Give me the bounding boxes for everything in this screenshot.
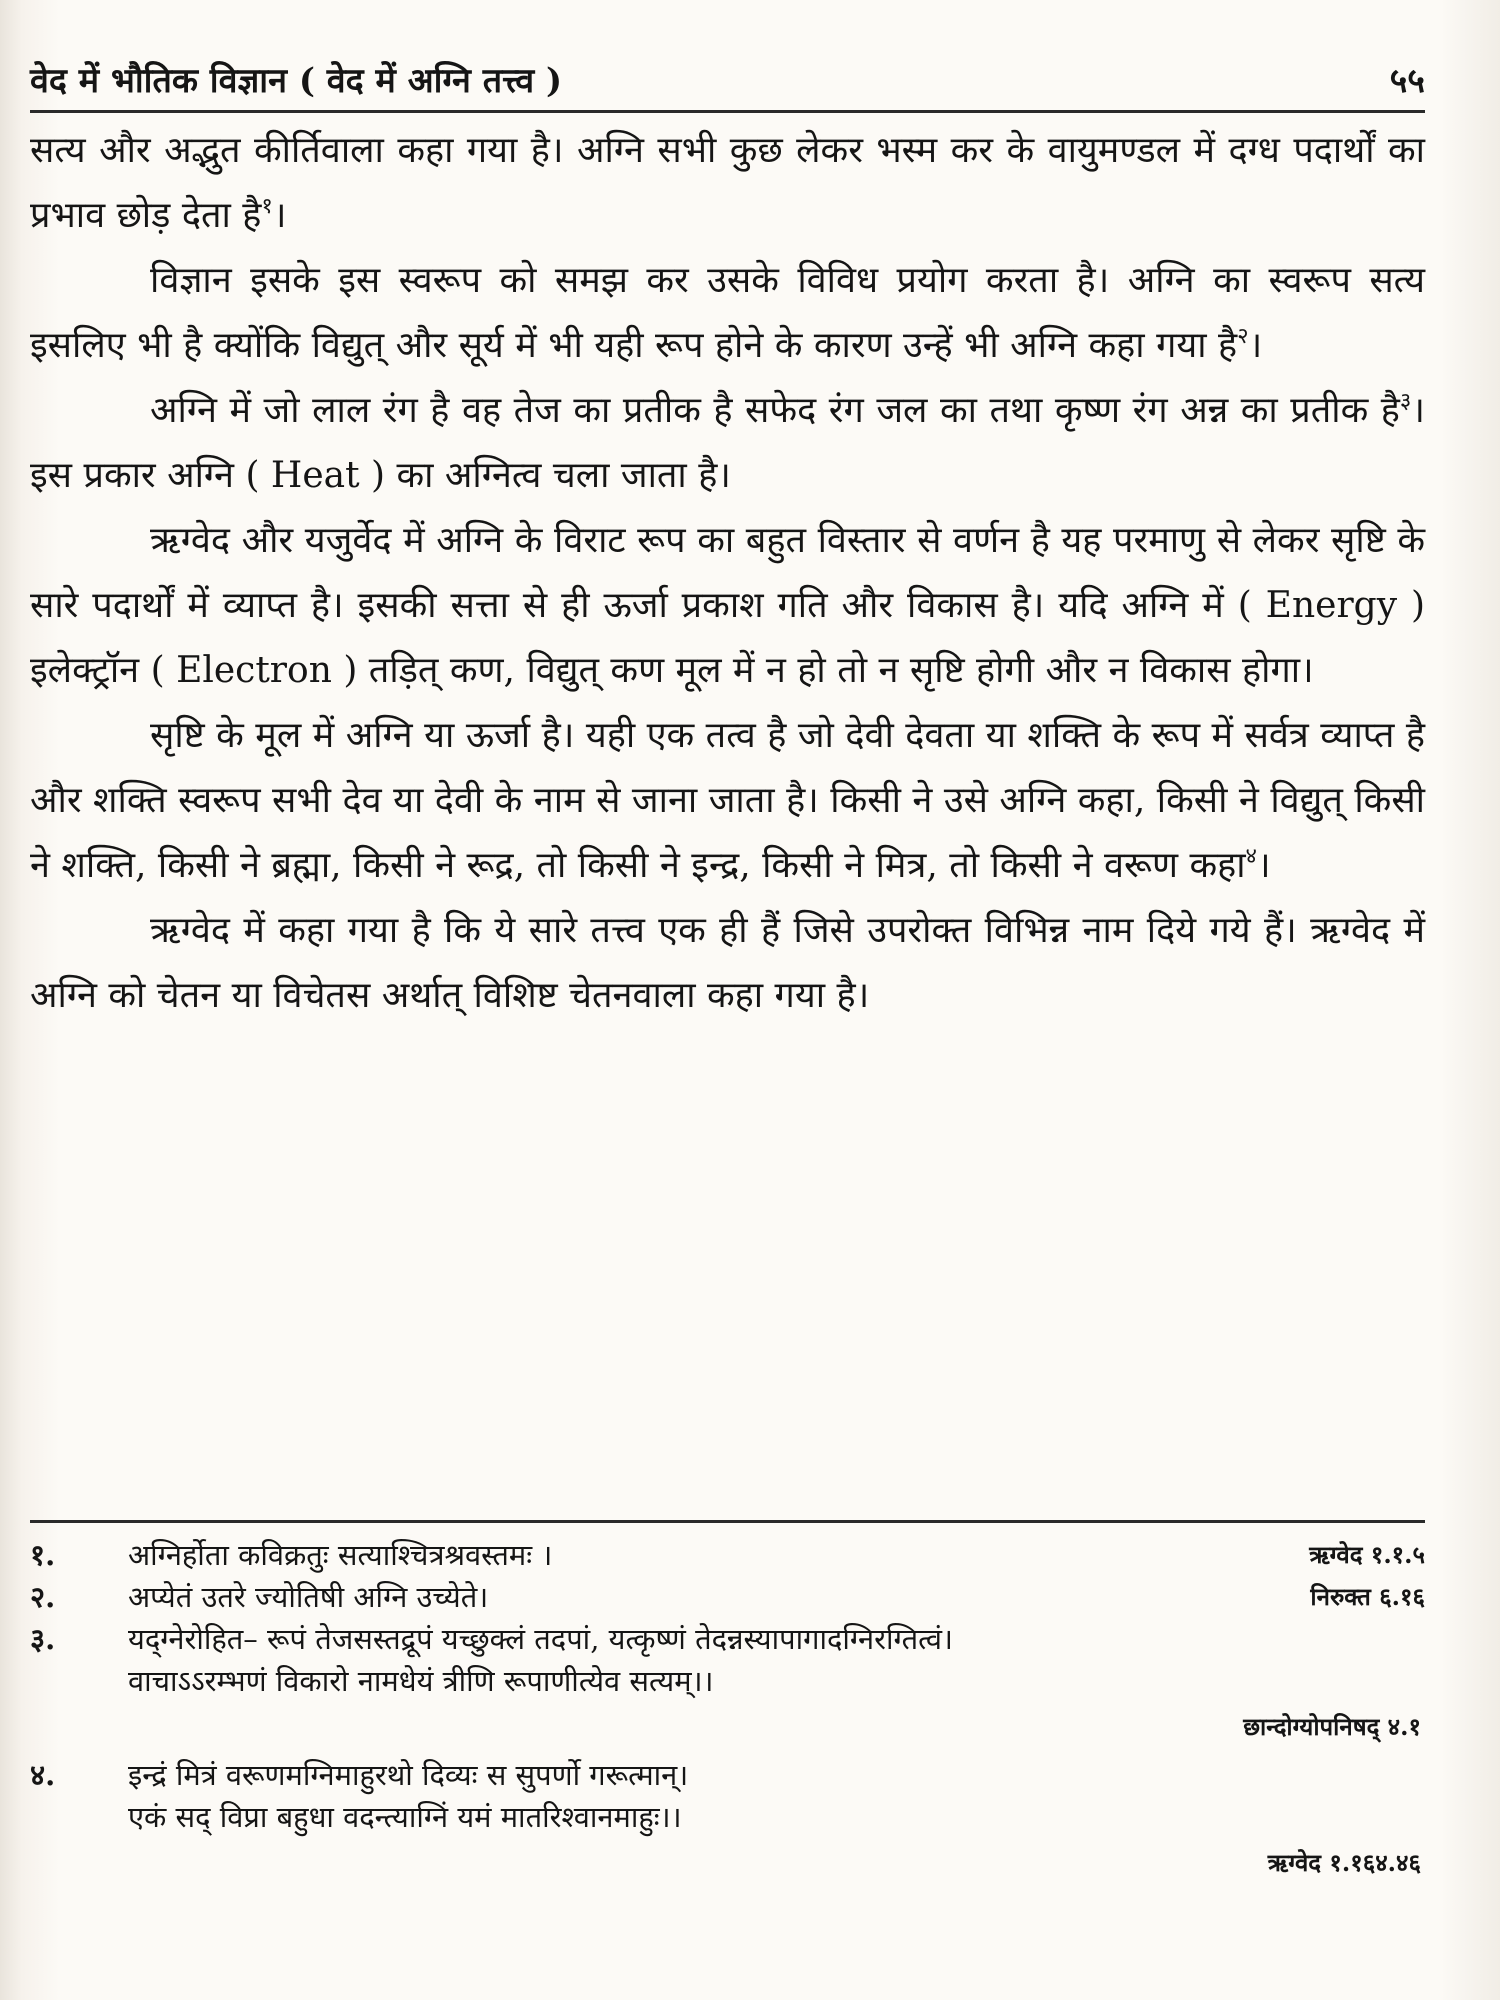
paragraph-6 — [30, 898, 1425, 1028]
paragraph-5 — [30, 703, 1425, 898]
footnote-divider — [30, 1520, 1425, 1523]
paragraph-2 — [30, 248, 1425, 378]
paragraph-5-end: । — [1257, 845, 1271, 886]
footnote-ref-3: ३ — [1399, 389, 1412, 414]
paragraph-5-text: सृष्टि के मूल में अग्नि या ऊर्जा है। यही एक तत्व है जो देवी देवता या शक्ति के रूप में सर्वत्र व्याप्त है और शक्ति स्वरूप सभी देव या देवी के नाम से जाना जाता है। किसी ने उसे अग्नि कहा, किसी ने विद्युत् किसी ने शक्ति, किसी ने ब्रह्मा, किसी ने रूद्र, तो किसी ने इन्द्र, किसी ने मित्र, तो किसी ने वरूण कहा — [30, 715, 1425, 886]
footnote-1-source: ऋग्वेद १.१.५ — [1309, 1540, 1425, 1569]
paragraph-1-text: सत्य और अद्भुत कीर्तिवाला कहा गया है। अग्नि सभी कुछ लेकर भस्म कर के वायुमण्डल में दग्ध पदार्थों का प्रभाव छोड़ देता है — [30, 130, 1425, 236]
paragraph-3-text: अग्नि में जो लाल रंग है वह तेज का प्रतीक है सफेद रंग जल का तथा कृष्ण रंग अन्न का प्रतीक है — [150, 390, 1400, 431]
paragraph-1 — [30, 118, 1425, 248]
paragraph-2-end: । — [1248, 325, 1263, 366]
footnote-2-source: निरुक्त ६.१६ — [1310, 1582, 1425, 1611]
page-header — [30, 50, 1425, 113]
footnotes — [30, 1534, 1425, 1890]
paragraph-1-end: । — [272, 195, 287, 236]
main-text — [30, 118, 1425, 1028]
paragraph-4-text: ऋग्वेद और यजुर्वेद में अग्नि के विराट रूप का बहुत विस्तार से वर्णन है यह परमाणु से लेकर सृष्टि के सारे पदार्थों में व्याप्त है। इसकी सत्ता से ही ऊर्जा प्रकाश गति और विकास है। यदि अग्नि में ( Energy ) इलेक्ट्रॉन ( Electron ) तड़ित् कण, विद्युत् कण मूल में न हो तो न सृष्टि होगी और न विकास होगा। — [30, 520, 1425, 691]
running-head: वेद में भौतिक विज्ञान ( वेद में अग्नि तत्त्व ) — [30, 61, 563, 101]
footnote-3 — [30, 1618, 1425, 1748]
footnote-3-line-1: यद्ग्नेरोहित– रूपं तेजसस्तद्रूपं यच्छुक्लं तदपां, यत्कृष्णं तेदन्नस्यापागादग्निरग्तित्वं। — [128, 1622, 953, 1656]
paragraph-3 — [30, 378, 1425, 508]
footnote-1-line-row — [128, 1534, 1425, 1576]
footnote-3-source: छान्दोग्योपनिषद् ४.१ — [1243, 1712, 1421, 1741]
footnote-ref-2: २ — [1237, 324, 1249, 349]
footnote-2-line-row — [128, 1576, 1425, 1618]
paragraph-2-text: विज्ञान इसके इस स्वरूप को समझ कर उसके विविध प्रयोग करता है। अग्नि का स्वरूप सत्य इसलिए भी है क्योंकि विद्युत् और सूर्य में भी यही रूप होने के कारण उन्हें भी अग्नि कहा गया है — [30, 260, 1425, 366]
footnote-2 — [30, 1576, 1425, 1618]
footnote-3-number: ३. — [30, 1622, 56, 1656]
footnote-3-line-2: वाचाऽऽरम्भणं विकारो नामधेयं त्रीणि रूपाणीत्येव सत्यम्।। — [128, 1664, 714, 1698]
footnote-4-line-1: इन्द्रं मित्रं वरूणमग्निमाहुरथो दिव्यः स सुपर्णो गरूत्मान्। — [128, 1758, 689, 1792]
footnote-2-line-1: अप्येतं उतरे ज्योतिषी अग्नि उच्येते। — [128, 1580, 489, 1614]
paragraph-6-text: ऋग्वेद में कहा गया है कि ये सारे तत्त्व एक ही हैं जिसे उपरोक्त विभिन्न नाम दिये गये हैं। ऋग्वेद में अग्नि को चेतन या विचेतस अर्थात् विशिष्ट चेतनवाला कहा गया है। — [30, 910, 1425, 1016]
footnote-2-number: २. — [30, 1580, 56, 1614]
footnote-1 — [30, 1534, 1425, 1576]
paragraph-3-end: । इस प्रकार अग्नि ( Heat ) का अग्नित्व चला जाता है। — [30, 390, 1425, 496]
footnote-4 — [30, 1754, 1425, 1884]
paragraph-4 — [30, 508, 1425, 703]
footnote-1-number: १. — [30, 1538, 56, 1572]
page-number: ५५ — [1389, 61, 1425, 101]
footnote-ref-4: ४ — [1245, 844, 1257, 869]
footnote-4-line-2: एकं सद् विप्रा बहुधा वदन्त्याग्निं यमं मातरिश्वानमाहुः।। — [128, 1800, 682, 1834]
footnote-4-number: ४. — [30, 1758, 56, 1792]
footnote-ref-1: १ — [261, 194, 273, 219]
footnote-4-source: ऋग्वेद १.१६४.४६ — [1267, 1848, 1421, 1877]
footnote-1-line-1: अग्निर्होता कविक्रतुः सत्याश्चित्रश्रवस्तमः । — [128, 1538, 553, 1572]
